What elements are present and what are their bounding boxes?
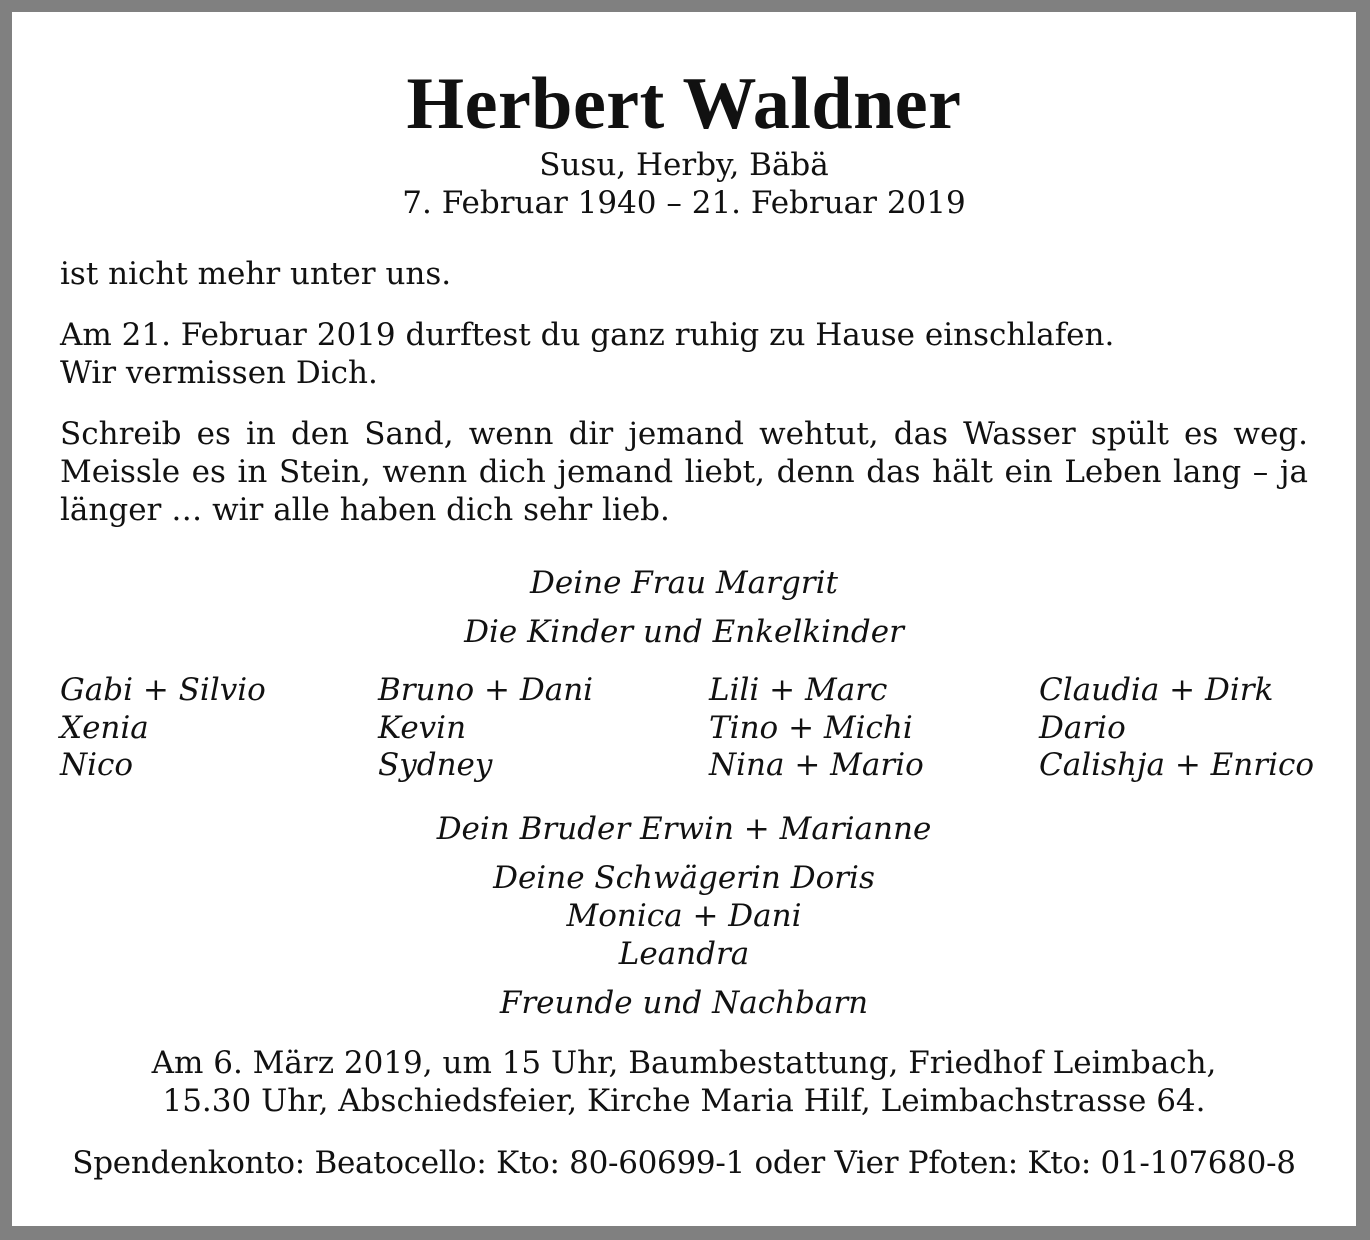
sister-in-law-block <box>12 859 1356 973</box>
family-member: Nina + Mario <box>709 747 924 783</box>
brother-line: Dein Bruder Erwin + Marianne <box>436 811 932 847</box>
family-member: Sydney <box>378 747 493 783</box>
family-member: Kevin <box>378 709 467 746</box>
sister-in-law-line: Deine Schwägerin Doris <box>493 860 875 896</box>
family-column-1 <box>60 672 266 785</box>
passing-line-2: Wir vermissen Dich. <box>60 355 378 391</box>
family-member: Lili + Marc <box>709 672 888 708</box>
sister-in-law-child-line: Leandra <box>618 936 750 972</box>
intro-line: ist nicht mehr unter uns. <box>60 256 452 292</box>
life-dates: 7. Februar 1940 – 21. Februar 2019 <box>402 185 966 221</box>
family-column-4 <box>1039 672 1314 785</box>
children-heading: Die Kinder und Enkelkinder <box>464 614 904 650</box>
nicknames: Susu, Herby, Bäbä <box>539 147 829 183</box>
deceased-name: Herbert Waldner <box>406 63 962 145</box>
family-member: Xenia <box>60 709 149 746</box>
passing-line-1: Am 21. Februar 2019 durftest du ganz ruhig zu Hause einschlafen. <box>60 317 1115 353</box>
donation-account: Spendenkonto: Beatocello: Kto: 80-60699-1 oder Vier Pfoten: Kto: 01-107680-8 <box>72 1145 1296 1181</box>
family-member: Bruno + Dani <box>378 672 594 708</box>
obituary-notice <box>12 12 1356 1226</box>
wife-line: Deine Frau Margrit <box>530 565 838 601</box>
family-member: Claudia + Dirk <box>1039 672 1274 708</box>
family-member: Gabi + Silvio <box>60 672 266 708</box>
passing-paragraph <box>60 316 1308 392</box>
family-member: Calishja + Enrico <box>1039 747 1315 783</box>
friends-line: Freunde und Nachbarn <box>499 985 869 1021</box>
ceremony-line-1: Am 6. März 2019, um 15 Uhr, Baumbestattung, Friedhof Leimbach, <box>151 1045 1217 1081</box>
family-column-3 <box>709 672 924 785</box>
family-member: Tino + Michi <box>709 709 913 746</box>
verse-paragraph: Schreib es in den Sand, wenn dir jemand wehtut, das Wasser spült es weg. Meissle es in Stein, wenn dich jemand liebt, denn das hält ein Leben lang – ja länger … wir alle haben dich sehr lieb. <box>60 416 1308 528</box>
family-member: Dario <box>1039 709 1126 746</box>
ceremony-line-2: 15.30 Uhr, Abschiedsfeier, Kirche Maria Hilf, Leimbachstrasse 64. <box>162 1083 1206 1119</box>
sister-in-law-family-line: Monica + Dani <box>566 898 802 934</box>
family-member: Nico <box>60 747 134 783</box>
ceremony-info <box>12 1044 1356 1120</box>
family-column-2 <box>378 672 593 785</box>
